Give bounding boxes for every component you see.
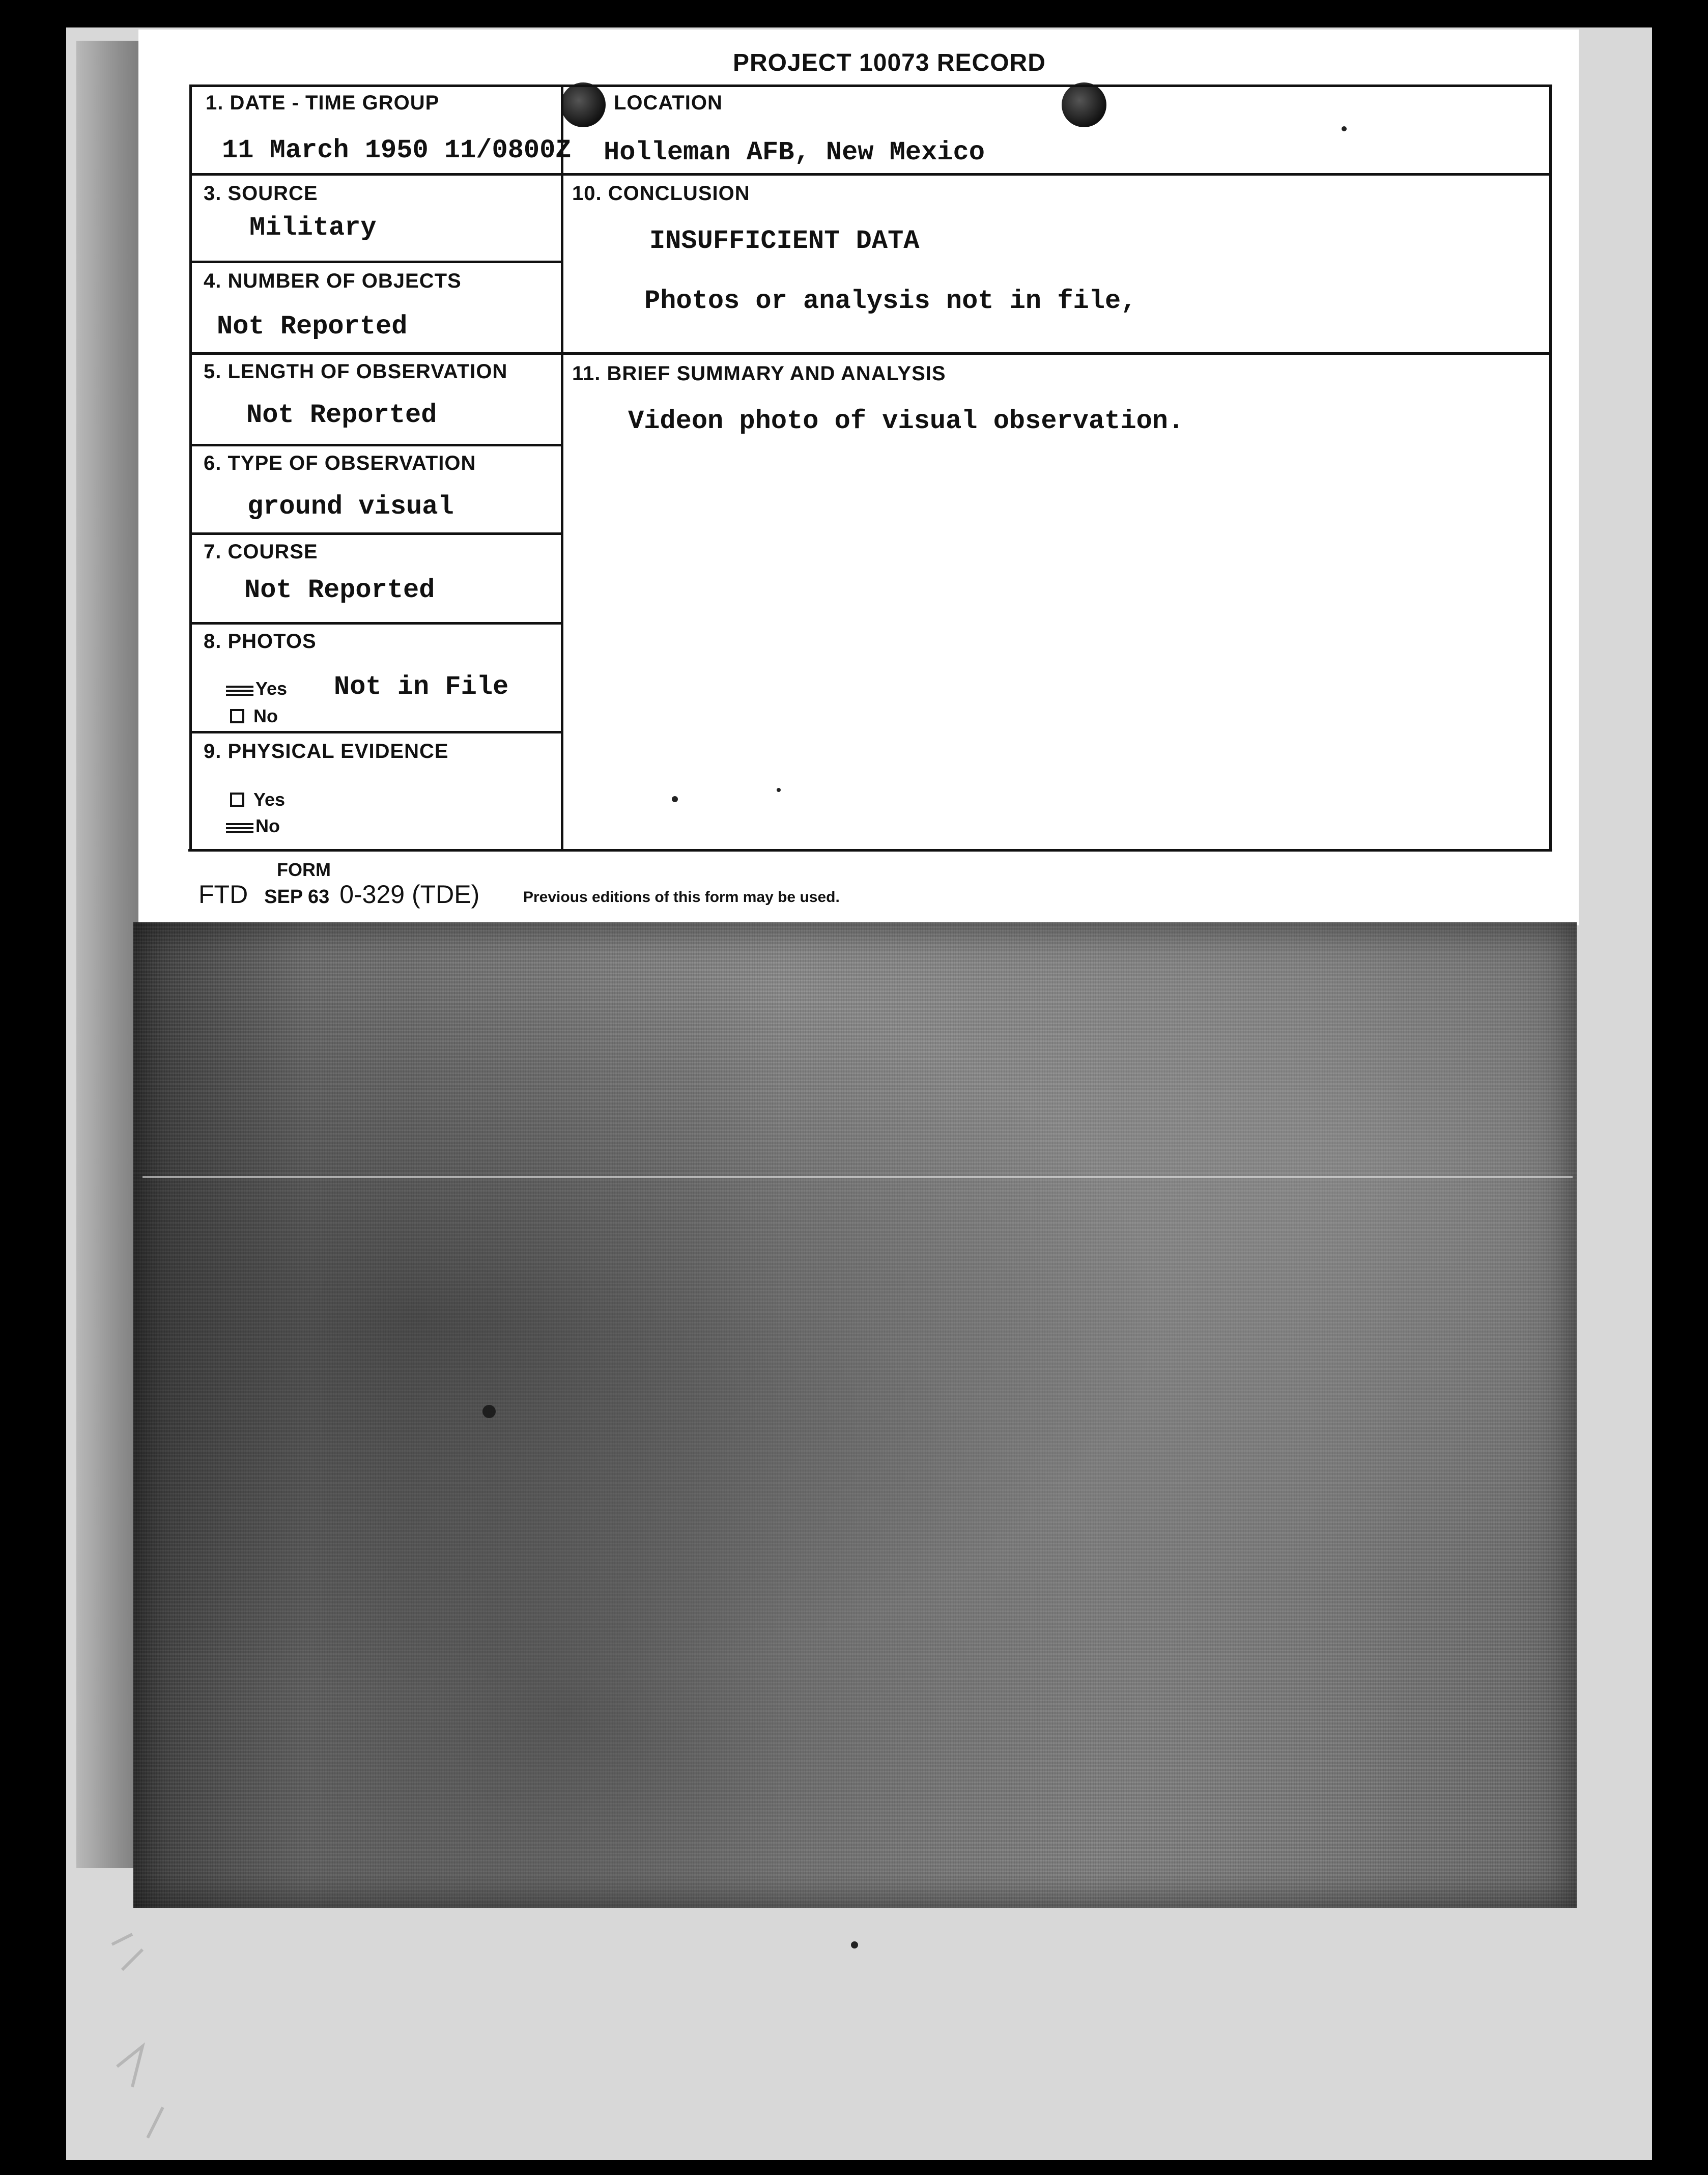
speck	[672, 796, 678, 802]
photos-no-label: No	[253, 705, 278, 726]
physical-evidence-yes-option[interactable]	[230, 789, 285, 810]
length-of-observation-label: 5. LENGTH OF OBSERVATION	[204, 360, 508, 383]
conclusion-line-2: Photos or analysis not in file,	[644, 286, 1137, 316]
footer-ftd: FTD	[198, 880, 248, 909]
footer-date-code: SEP 63	[264, 886, 330, 908]
speck	[1342, 126, 1347, 131]
type-of-observation-value: ground visual	[247, 492, 454, 522]
row-divider-8	[190, 731, 563, 733]
grid-left-border	[189, 84, 192, 851]
photos-yes-checked-mark	[226, 685, 253, 696]
physical-evidence-no-checked-mark	[226, 822, 253, 833]
location-value: Holleman AFB, New Mexico	[604, 137, 985, 167]
row-divider-5	[190, 444, 563, 446]
physical-evidence-yes-label: Yes	[253, 789, 286, 810]
row-divider-7	[190, 622, 563, 625]
photos-label: 8. PHOTOS	[204, 630, 317, 653]
grid-column-divider	[561, 84, 563, 851]
form-title: PROJECT 10073 RECORD	[733, 49, 1046, 76]
punch-hole-left	[561, 82, 606, 127]
row-divider-6	[190, 532, 563, 535]
course-value: Not Reported	[244, 575, 435, 605]
punch-hole-right	[1062, 82, 1106, 127]
row-divider-1	[190, 173, 1550, 176]
grid-right-border	[1549, 84, 1552, 851]
speck	[777, 788, 781, 792]
attached-photograph	[133, 922, 1577, 1908]
summary-label: 11. BRIEF SUMMARY AND ANALYSIS	[572, 362, 946, 385]
physical-evidence-no-label: No	[255, 815, 280, 836]
length-of-observation-value: Not Reported	[246, 400, 437, 430]
photos-no-option[interactable]	[230, 705, 278, 727]
speck	[851, 1941, 858, 1948]
grid-bottom-border	[188, 849, 1552, 852]
date-time-group-value: 11 March 1950 11/0800Z	[222, 135, 572, 165]
photos-yes-label: Yes	[255, 678, 288, 699]
summary-text: Videon photo of visual observation.	[628, 406, 1184, 436]
physical-evidence-no-option[interactable]	[226, 815, 280, 837]
course-label: 7. COURSE	[204, 541, 318, 563]
photos-note: Not in File	[334, 672, 509, 702]
footer-form-id	[198, 880, 479, 909]
row-divider-3	[190, 261, 563, 263]
date-time-group-label: 1. DATE - TIME GROUP	[206, 92, 440, 114]
source-label: 3. SOURCE	[204, 182, 318, 205]
photos-yes-option[interactable]	[226, 678, 287, 699]
footer-form-number: 0-329 (TDE)	[339, 880, 480, 909]
physical-evidence-label: 9. PHYSICAL EVIDENCE	[204, 740, 449, 762]
source-value: Military	[249, 213, 377, 243]
photos-no-checkbox	[230, 709, 244, 723]
footer-note: Previous editions of this form may be used.	[523, 889, 840, 906]
conclusion-label: 10. CONCLUSION	[572, 182, 750, 205]
grid-top-border	[190, 84, 1552, 87]
faint-pencil-marks	[102, 1914, 254, 2148]
type-of-observation-label: 6. TYPE OF OBSERVATION	[204, 452, 476, 474]
photograph-scratch-line	[143, 1176, 1573, 1178]
photograph-dark-spot	[482, 1405, 496, 1418]
conclusion-line-1: INSUFFICIENT DATA	[649, 226, 920, 256]
number-of-objects-label: 4. NUMBER OF OBJECTS	[204, 270, 462, 292]
row-divider-4	[190, 352, 1550, 355]
number-of-objects-value: Not Reported	[217, 312, 408, 342]
physical-evidence-yes-checkbox	[230, 793, 244, 807]
location-label: LOCATION	[614, 92, 723, 114]
footer-form-word: FORM	[277, 859, 331, 880]
